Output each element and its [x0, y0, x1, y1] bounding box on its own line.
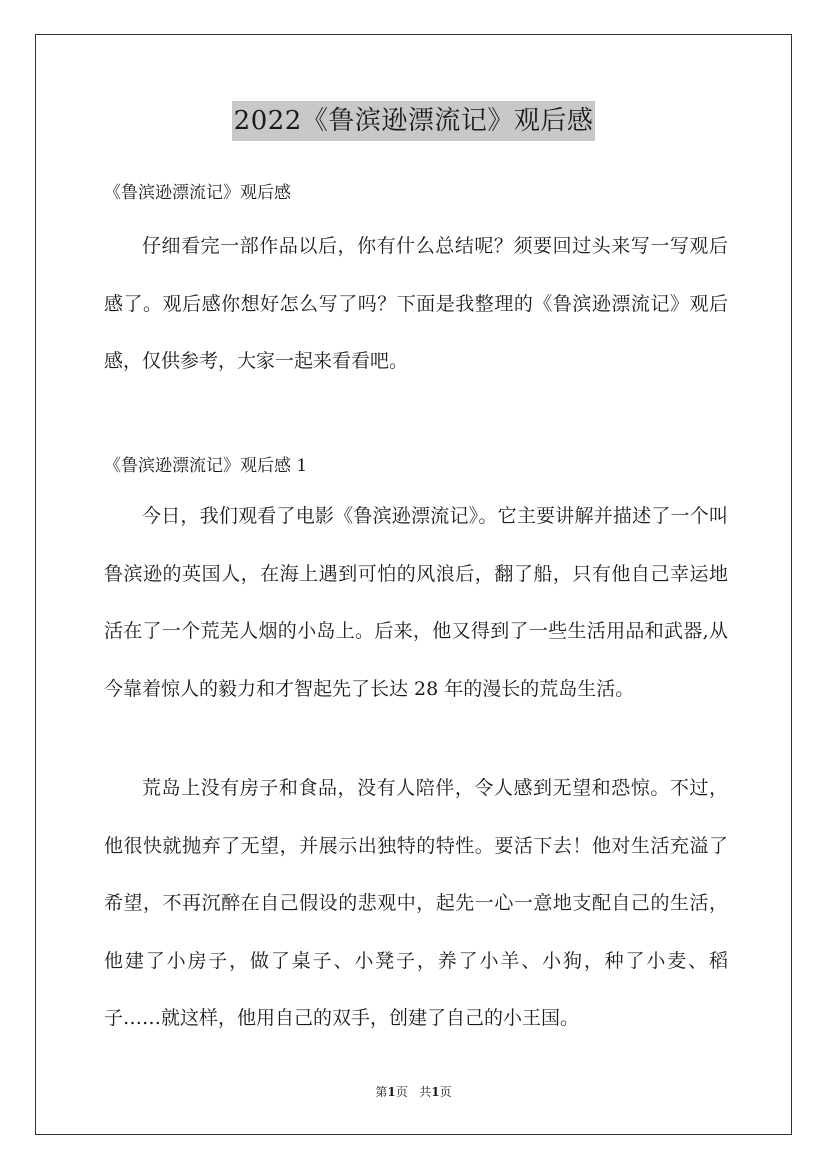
- page-footer: [0, 1083, 827, 1100]
- body-paragraph-1: 今日，我们观看了电影《鲁滨逊漂流记》。它主要讲解并描述了一个叫鲁滨逊的英国人，在海上遇到可怕的风浪后，翻了船，只有他自己幸运地活在了一个荒芜人烟的小岛上。后来，他又得到了一些生活用品和武器,从今靠着惊人的毅力和才智起先了长达 28 年的漫长的荒岛生活。: [104, 505, 728, 700]
- document-subtitle: 《鲁滨逊漂流记》观后感: [104, 183, 291, 203]
- body-paragraph-2: 荒岛上没有房子和食品，没有人陪伴，令人感到无望和恐惊。不过，他很快就抛弃了无望，并展示出独特的特性。要活下去！他对生活充溢了希望，不再沉醉在自己假设的悲观中，起先一心一意地支配自己的生活，他建了小房子，做了桌子、小凳子，养了小羊、小狗，种了小麦、稻子……就这样，他用自己的双手，创建了自己的小王国。: [104, 777, 728, 1029]
- total-label-prefix: 共: [419, 1085, 432, 1099]
- section-heading: 《鲁滨逊漂流记》观后感 1: [104, 456, 308, 476]
- intro-paragraph: 仔细看完一部作品以后，你有什么总结呢？须要回过头来写一写观后感了。观后感你想好怎么写了吗？下面是我整理的《鲁滨逊漂流记》观后感，仅供参考，大家一起来看看吧。: [104, 235, 728, 372]
- title-container: [0, 101, 827, 141]
- total-pages: 1: [431, 1085, 440, 1099]
- page-label-suffix: 页: [395, 1085, 408, 1099]
- document-title: 2022《鲁滨逊漂流记》观后感: [232, 101, 596, 141]
- total-label-suffix: 页: [439, 1085, 452, 1099]
- page-label-prefix: 第: [375, 1085, 388, 1099]
- page-number: 1: [387, 1085, 396, 1099]
